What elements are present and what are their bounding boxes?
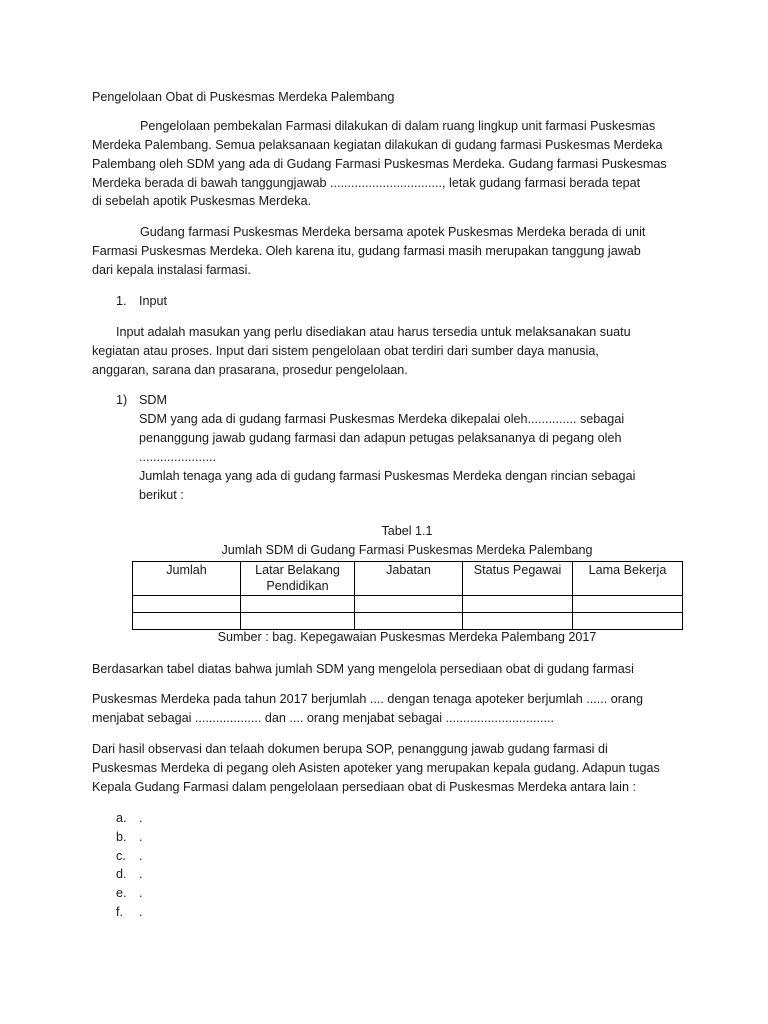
subsection-line: ...................... <box>139 450 216 464</box>
section-number: 1. <box>116 294 127 308</box>
task-text: . <box>139 867 143 881</box>
table-cell <box>133 596 241 613</box>
document-title: Pengelolaan Obat di Puskesmas Merdeka Palembang <box>92 90 395 104</box>
task-marker: c. <box>116 849 126 863</box>
table-cell <box>133 613 241 630</box>
table-row <box>133 596 683 613</box>
paragraph-1-line: di sebelah apotik Puskesmas Merdeka. <box>92 194 312 208</box>
section-heading: Input <box>139 294 168 308</box>
subsection-line: SDM yang ada di gudang farmasi Puskesmas Merdeka dikepalai oleh.............. sebagai <box>139 412 625 426</box>
table-row <box>133 613 683 630</box>
table-caption-title: Jumlah SDM di Gudang Farmasi Puskesmas Merdeka Palembang <box>221 543 593 557</box>
table-cell <box>241 596 355 613</box>
paragraph-3-line: kegiatan atau proses. Input dari sistem pengelolaan obat terdiri dari sumber daya manusia, <box>92 344 599 358</box>
table-cell <box>573 613 683 630</box>
paragraph-5-line: Puskesmas Merdeka pada tahun 2017 berjumlah .... dengan tenaga apoteker berjumlah ...... orang <box>92 692 643 706</box>
task-text: . <box>139 886 143 900</box>
table-source: Sumber : bag. Kepegawaian Puskesmas Merdeka Palembang 2017 <box>217 630 597 644</box>
paragraph-1-line: Merdeka Palembang. Semua pelaksanaan kegiatan dilakukan di gudang farmasi Puskesmas Merdeka <box>92 138 663 152</box>
table-cell <box>463 596 573 613</box>
task-text: . <box>139 811 143 825</box>
task-marker: a. <box>116 811 127 825</box>
table-cell <box>355 613 463 630</box>
paragraph-6-line: Kepala Gudang Farmasi dalam pengelolaan persediaan obat di Puskesmas Merdeka antara lain : <box>92 780 636 794</box>
paragraph-1-line: Merdeka berada di bawah tanggungjawab ................................, letak gudang farmasi berada tepat <box>92 176 641 190</box>
task-marker: e. <box>116 886 127 900</box>
task-marker: b. <box>116 830 127 844</box>
paragraph-1-line: Palembang oleh SDM yang ada di Gudang Farmasi Puskesmas Merdeka. Gudang farmasi Puskesmas <box>92 157 667 171</box>
table-cell <box>573 596 683 613</box>
paragraph-3-line: anggaran, sarana dan prasarana, prosedur pengelolaan. <box>92 363 408 377</box>
table-header-cell: Jabatan <box>355 562 463 596</box>
table-header-cell: Latar Belakang Pendidikan <box>241 562 355 596</box>
table-header-row <box>133 562 683 596</box>
table-cell <box>463 613 573 630</box>
paragraph-2-line: dari kepala instalasi farmasi. <box>92 263 251 277</box>
table-cell <box>241 613 355 630</box>
paragraph-4-line: Berdasarkan tabel diatas bahwa jumlah SDM yang mengelola persediaan obat di gudang farmasi <box>92 662 634 676</box>
paragraph-2-line: Gudang farmasi Puskesmas Merdeka bersama apotek Puskesmas Merdeka berada di unit <box>140 225 646 239</box>
subsection-line: Jumlah tenaga yang ada di gudang farmasi Puskesmas Merdeka dengan rincian sebagai <box>139 469 636 483</box>
subsection-line: berikut : <box>139 488 184 502</box>
paragraph-2-line: Farmasi Puskesmas Merdeka. Oleh karena itu, gudang farmasi masih merupakan tanggung jawab <box>92 244 641 258</box>
task-text: . <box>139 905 143 919</box>
subsection-heading: SDM <box>139 393 167 407</box>
paragraph-6-line: Puskesmas Merdeka di pegang oleh Asisten apoteker yang merupakan kepala gudang. Adapun tugas <box>92 761 660 775</box>
task-text: . <box>139 849 143 863</box>
subsection-line: penanggung jawab gudang farmasi dan adapun petugas pelaksananya di pegang oleh <box>139 431 622 445</box>
table-caption-number: Tabel 1.1 <box>381 524 433 538</box>
table-header-cell: Jumlah <box>133 562 241 596</box>
subsection-number: 1) <box>116 393 128 407</box>
task-marker: d. <box>116 867 127 881</box>
task-text: . <box>139 830 143 844</box>
table-cell <box>355 596 463 613</box>
paragraph-3-line: Input adalah masukan yang perlu disediakan atau harus tersedia untuk melaksanakan suatu <box>116 325 631 339</box>
table-header-cell: Lama Bekerja <box>573 562 683 596</box>
paragraph-5-line: menjabat sebagai ................... dan .... orang menjabat sebagai ............................... <box>92 711 555 725</box>
paragraph-1-line: Pengelolaan pembekalan Farmasi dilakukan di dalam ruang lingkup unit farmasi Puskesmas <box>140 119 656 133</box>
sdm-table <box>132 561 683 630</box>
table-header-cell: Status Pegawai <box>463 562 573 596</box>
paragraph-6-line: Dari hasil observasi dan telaah dokumen berupa SOP, penanggung jawab gudang farmasi di <box>92 742 608 756</box>
task-marker: f. <box>116 905 123 919</box>
